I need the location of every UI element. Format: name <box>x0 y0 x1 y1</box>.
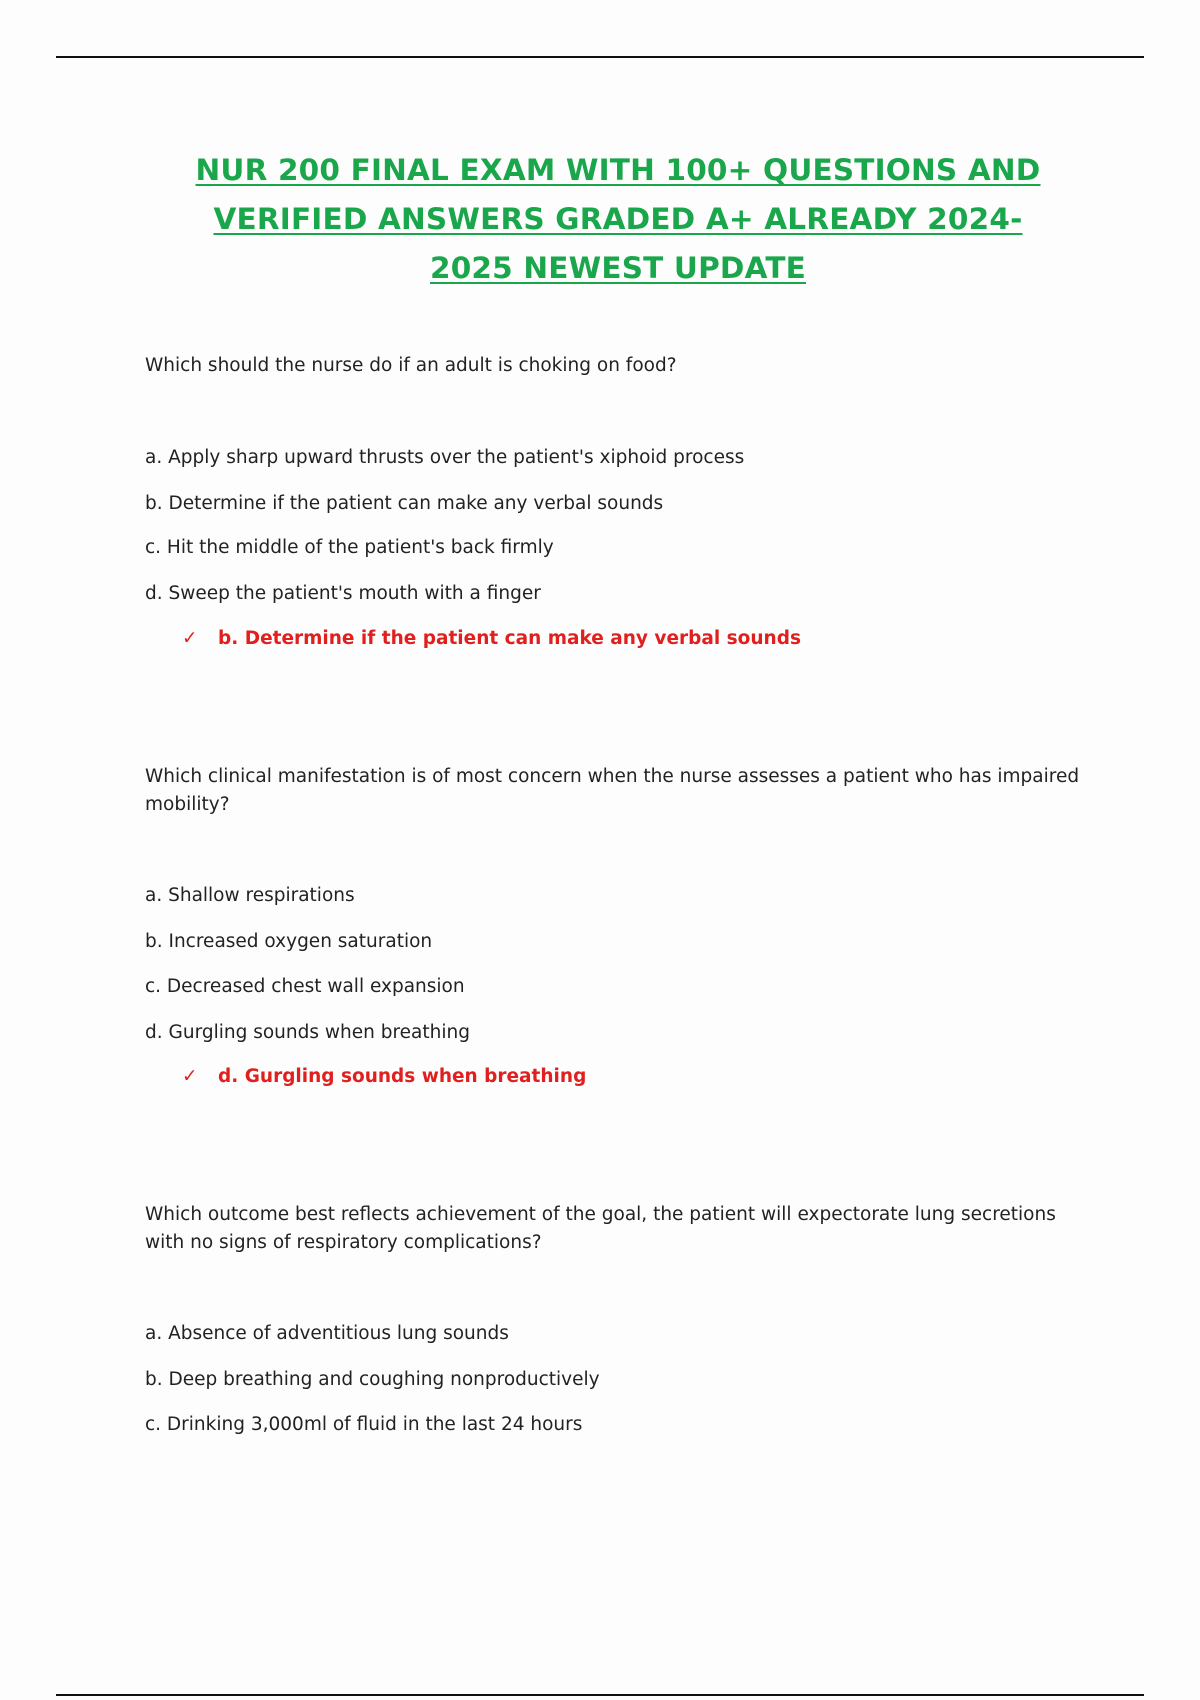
title-line: VERIFIED ANSWERS GRADED A+ ALREADY 2024- <box>213 202 1023 236</box>
correct-answer <box>182 1064 586 1090</box>
answer-option: b. Determine if the patient can make any verbal sounds <box>145 493 664 514</box>
title-line: 2025 NEWEST UPDATE <box>429 251 807 285</box>
answer-option: d. Sweep the patient's mouth with a finger <box>145 583 541 604</box>
answer-option: b. Increased oxygen saturation <box>145 931 433 952</box>
answer-option: b. Deep breathing and coughing nonproductively <box>145 1369 600 1390</box>
title-line: NUR 200 FINAL EXAM WITH 100+ QUESTIONS AND <box>195 153 1041 187</box>
question-text: Which clinical manifestation is of most concern when the nurse assesses a patient who has impaired mobility? <box>145 766 1080 815</box>
answer-option: c. Drinking 3,000ml of fluid in the last 24 hours <box>145 1414 583 1435</box>
checkmark-icon: ✓ <box>182 1066 198 1087</box>
correct-answer-text: b. Determine if the patient can make any verbal sounds <box>218 628 801 649</box>
correct-answer <box>182 626 801 652</box>
question-text: Which outcome best reflects achievement of the goal, the patient will expectorate lung secretions with no signs of respiratory complications? <box>145 1204 1056 1253</box>
document-title <box>140 146 1096 293</box>
answer-option: c. Hit the middle of the patient's back firmly <box>145 537 554 558</box>
top-rule <box>56 56 1144 58</box>
question-text: Which should the nurse do if an adult is choking on food? <box>145 355 677 376</box>
correct-answer-text: d. Gurgling sounds when breathing <box>218 1066 587 1087</box>
bottom-rule <box>56 1694 1144 1696</box>
answer-option: a. Shallow respirations <box>145 885 355 906</box>
answer-option: c. Decreased chest wall expansion <box>145 976 465 997</box>
answer-option: a. Absence of adventitious lung sounds <box>145 1323 509 1344</box>
answer-option: d. Gurgling sounds when breathing <box>145 1022 470 1043</box>
answer-option: a. Apply sharp upward thrusts over the patient's xiphoid process <box>145 447 745 468</box>
checkmark-icon: ✓ <box>182 628 198 649</box>
